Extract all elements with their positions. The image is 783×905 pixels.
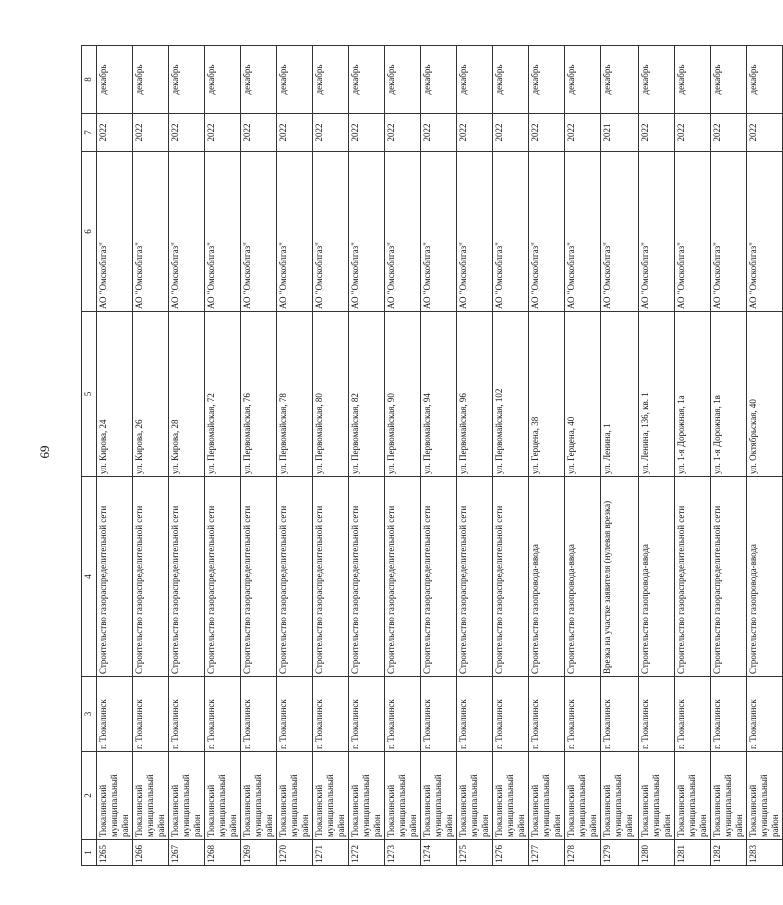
row-number-cell: 1279: [601, 840, 639, 866]
work-type-cell: Строительство газопровода-ввода: [529, 477, 565, 677]
organization-cell: АО "Омскоблгаз": [421, 152, 457, 312]
month-cell: декабрь: [205, 46, 241, 114]
year-cell: 2022: [313, 114, 349, 152]
month-cell: декабрь: [565, 46, 601, 114]
table-row: [313, 46, 349, 866]
work-type-cell: Строительство газораспределительной сети: [493, 477, 529, 677]
page-number: 69: [37, 445, 52, 459]
address-cell: ул. 1-я Дорожная, 1а: [675, 312, 711, 477]
address-cell: ул. Кирова, 26: [133, 312, 169, 477]
column-header: 7: [82, 114, 97, 152]
settlement-cell: г. Тюкалинск: [241, 677, 277, 752]
row-number-cell: 1272: [349, 840, 385, 866]
month-cell: декабрь: [675, 46, 711, 114]
settlement-cell: г. Тюкалинск: [277, 677, 313, 752]
month-cell: декабрь: [313, 46, 349, 114]
district-cell: Тюкалинский муниципальный район: [169, 752, 205, 840]
rotated-page-content: [81, 46, 780, 866]
row-number-cell: 1269: [241, 840, 277, 866]
address-cell: ул. Первомайская, 80: [313, 312, 349, 477]
work-type-cell: Строительство газопровода-ввода: [747, 477, 783, 677]
district-cell: Тюкалинский муниципальный район: [747, 752, 783, 840]
settlement-cell: г. Тюкалинск: [457, 677, 493, 752]
settlement-cell: г. Тюкалинск: [601, 677, 639, 752]
organization-cell: АО "Омскоблгаз": [277, 152, 313, 312]
table-row: [747, 46, 783, 866]
row-number-cell: 1267: [169, 840, 205, 866]
row-number-cell: 1274: [421, 840, 457, 866]
year-cell: 2022: [457, 114, 493, 152]
column-header: 2: [82, 752, 97, 840]
settlement-cell: г. Тюкалинск: [565, 677, 601, 752]
address-cell: ул. 1-я Дорожная, 1в: [711, 312, 747, 477]
row-number-cell: 1273: [385, 840, 421, 866]
table-row: [457, 46, 493, 866]
district-cell: Тюкалинский муниципальный район: [675, 752, 711, 840]
table-body: [82, 46, 783, 866]
table-row: [639, 46, 675, 866]
settlement-cell: г. Тюкалинск: [675, 677, 711, 752]
district-cell: Тюкалинский муниципальный район: [97, 752, 133, 840]
settlement-cell: г. Тюкалинск: [639, 677, 675, 752]
month-cell: декабрь: [97, 46, 133, 114]
address-cell: ул. Первомайская, 94: [421, 312, 457, 477]
row-number-cell: 1271: [313, 840, 349, 866]
district-cell: Тюкалинский муниципальный район: [639, 752, 675, 840]
district-cell: Тюкалинский муниципальный район: [205, 752, 241, 840]
year-cell: 2022: [241, 114, 277, 152]
district-cell: Тюкалинский муниципальный район: [241, 752, 277, 840]
work-type-cell: Строительство газораспределительной сети: [675, 477, 711, 677]
work-type-cell: Строительство газораспределительной сети: [349, 477, 385, 677]
settlement-cell: г. Тюкалинск: [205, 677, 241, 752]
work-type-cell: Строительство газораспределительной сети: [385, 477, 421, 677]
organization-cell: АО "Омскоблгаз": [601, 152, 639, 312]
organization-cell: АО "Омскоблгаз": [313, 152, 349, 312]
year-cell: 2021: [601, 114, 639, 152]
organization-cell: АО "Омскоблгаз": [133, 152, 169, 312]
row-number-cell: 1278: [565, 840, 601, 866]
settlement-cell: г. Тюкалинск: [169, 677, 205, 752]
row-number-cell: 1280: [639, 840, 675, 866]
month-cell: декабрь: [349, 46, 385, 114]
year-cell: 2022: [711, 114, 747, 152]
column-header: 8: [82, 46, 97, 114]
row-number-cell: 1283: [747, 840, 783, 866]
settlement-cell: г. Тюкалинск: [747, 677, 783, 752]
table-row: [601, 46, 639, 866]
year-cell: 2022: [675, 114, 711, 152]
work-type-cell: Строительство газораспределительной сети: [277, 477, 313, 677]
table-row: [97, 46, 133, 866]
district-cell: Тюкалинский муниципальный район: [385, 752, 421, 840]
district-cell: Тюкалинский муниципальный район: [277, 752, 313, 840]
table-row: [421, 46, 457, 866]
month-cell: декабрь: [601, 46, 639, 114]
year-cell: 2022: [133, 114, 169, 152]
work-type-cell: Строительство газораспределительной сети: [97, 477, 133, 677]
work-type-cell: Строительство газораспределительной сети: [421, 477, 457, 677]
year-cell: 2022: [205, 114, 241, 152]
row-number-cell: 1282: [711, 840, 747, 866]
table-row: [133, 46, 169, 866]
work-type-cell: Строительство газопровода-ввода: [565, 477, 601, 677]
organization-cell: АО "Омскоблгаз": [241, 152, 277, 312]
address-cell: ул. Первомайская, 90: [385, 312, 421, 477]
table-row: [277, 46, 313, 866]
table-row: [385, 46, 421, 866]
work-type-cell: Строительство газораспределительной сети: [241, 477, 277, 677]
organization-cell: АО "Омскоблгаз": [97, 152, 133, 312]
table-row: [565, 46, 601, 866]
organization-cell: АО "Омскоблгаз": [493, 152, 529, 312]
district-cell: Тюкалинский муниципальный район: [565, 752, 601, 840]
settlement-cell: г. Тюкалинск: [313, 677, 349, 752]
month-cell: декабрь: [529, 46, 565, 114]
column-header: 4: [82, 477, 97, 677]
work-type-cell: Строительство газораспределительной сети: [313, 477, 349, 677]
table-row: [529, 46, 565, 866]
year-cell: 2022: [529, 114, 565, 152]
address-cell: ул. Герцена, 40: [565, 312, 601, 477]
month-cell: декабрь: [457, 46, 493, 114]
settlement-cell: г. Тюкалинск: [385, 677, 421, 752]
table-row: [349, 46, 385, 866]
address-cell: ул. Кирова, 28: [169, 312, 205, 477]
district-cell: Тюкалинский муниципальный район: [313, 752, 349, 840]
district-cell: Тюкалинский муниципальный район: [457, 752, 493, 840]
year-cell: 2022: [349, 114, 385, 152]
work-type-cell: Строительство газораспределительной сети: [169, 477, 205, 677]
year-cell: 2022: [639, 114, 675, 152]
district-cell: Тюкалинский муниципальный район: [349, 752, 385, 840]
organization-cell: АО "Омскоблгаз": [675, 152, 711, 312]
year-cell: 2022: [747, 114, 783, 152]
month-cell: декабрь: [421, 46, 457, 114]
row-number-cell: 1277: [529, 840, 565, 866]
organization-cell: АО "Омскоблгаз": [565, 152, 601, 312]
organization-cell: АО "Омскоблгаз": [457, 152, 493, 312]
organization-cell: АО "Омскоблгаз": [529, 152, 565, 312]
work-type-cell: Строительство газораспределительной сети: [205, 477, 241, 677]
address-cell: ул. Кирова, 24: [97, 312, 133, 477]
table-row: [675, 46, 711, 866]
organization-cell: АО "Омскоблгаз": [385, 152, 421, 312]
month-cell: декабрь: [133, 46, 169, 114]
row-number-cell: 1270: [277, 840, 313, 866]
address-cell: ул. Ленина, 1: [601, 312, 639, 477]
month-cell: декабрь: [493, 46, 529, 114]
table-row: [493, 46, 529, 866]
address-cell: ул. Первомайская, 72: [205, 312, 241, 477]
column-header: 6: [82, 152, 97, 312]
district-cell: Тюкалинский муниципальный район: [493, 752, 529, 840]
year-cell: 2022: [493, 114, 529, 152]
row-number-cell: 1266: [133, 840, 169, 866]
work-type-cell: Строительство газораспределительной сети: [711, 477, 747, 677]
table-row: [169, 46, 205, 866]
address-cell: ул. Октябрьская, 40: [747, 312, 783, 477]
row-number-cell: 1281: [675, 840, 711, 866]
work-type-cell: Строительство газопровода-ввода: [639, 477, 675, 677]
settlement-cell: г. Тюкалинск: [97, 677, 133, 752]
table-row: [241, 46, 277, 866]
year-cell: 2022: [385, 114, 421, 152]
column-header: 5: [82, 312, 97, 477]
district-cell: Тюкалинский муниципальный район: [601, 752, 639, 840]
settlement-cell: г. Тюкалинск: [349, 677, 385, 752]
address-cell: ул. Первомайская, 102: [493, 312, 529, 477]
work-type-cell: Строительство газораспределительной сети: [457, 477, 493, 677]
year-cell: 2022: [97, 114, 133, 152]
organization-cell: АО "Омскоблгаз": [205, 152, 241, 312]
address-cell: ул. Первомайская, 78: [277, 312, 313, 477]
address-cell: ул. Первомайская, 96: [457, 312, 493, 477]
table-header-row: [82, 46, 97, 866]
row-number-cell: 1276: [493, 840, 529, 866]
month-cell: декабрь: [241, 46, 277, 114]
organization-cell: АО "Омскоблгаз": [639, 152, 675, 312]
year-cell: 2022: [421, 114, 457, 152]
district-cell: Тюкалинский муниципальный район: [529, 752, 565, 840]
district-cell: Тюкалинский муниципальный район: [711, 752, 747, 840]
row-number-cell: 1275: [457, 840, 493, 866]
settlement-cell: г. Тюкалинск: [711, 677, 747, 752]
month-cell: декабрь: [169, 46, 205, 114]
address-cell: ул. Ленина, 136, кв. 1: [639, 312, 675, 477]
row-number-cell: 1268: [205, 840, 241, 866]
column-header: 3: [82, 677, 97, 752]
settlement-cell: г. Тюкалинск: [529, 677, 565, 752]
year-cell: 2022: [277, 114, 313, 152]
address-cell: ул. Герцена, 38: [529, 312, 565, 477]
year-cell: 2022: [565, 114, 601, 152]
settlement-cell: г. Тюкалинск: [493, 677, 529, 752]
month-cell: декабрь: [385, 46, 421, 114]
work-type-cell: Врезка на участке заявителя (нулевая врезка): [601, 477, 639, 677]
month-cell: декабрь: [639, 46, 675, 114]
column-header: 1: [82, 840, 97, 866]
month-cell: декабрь: [711, 46, 747, 114]
gas-network-table: [81, 45, 783, 866]
address-cell: ул. Первомайская, 82: [349, 312, 385, 477]
organization-cell: АО "Омскоблгаз": [747, 152, 783, 312]
table-row: [711, 46, 747, 866]
address-cell: ул. Первомайская, 76: [241, 312, 277, 477]
row-number-cell: 1265: [97, 840, 133, 866]
district-cell: Тюкалинский муниципальный район: [421, 752, 457, 840]
month-cell: декабрь: [277, 46, 313, 114]
work-type-cell: Строительство газораспределительной сети: [133, 477, 169, 677]
settlement-cell: г. Тюкалинск: [421, 677, 457, 752]
organization-cell: АО "Омскоблгаз": [711, 152, 747, 312]
organization-cell: АО "Омскоблгаз": [349, 152, 385, 312]
organization-cell: АО "Омскоблгаз": [169, 152, 205, 312]
settlement-cell: г. Тюкалинск: [133, 677, 169, 752]
table-row: [205, 46, 241, 866]
month-cell: декабрь: [747, 46, 783, 114]
year-cell: 2022: [169, 114, 205, 152]
district-cell: Тюкалинский муниципальный район: [133, 752, 169, 840]
